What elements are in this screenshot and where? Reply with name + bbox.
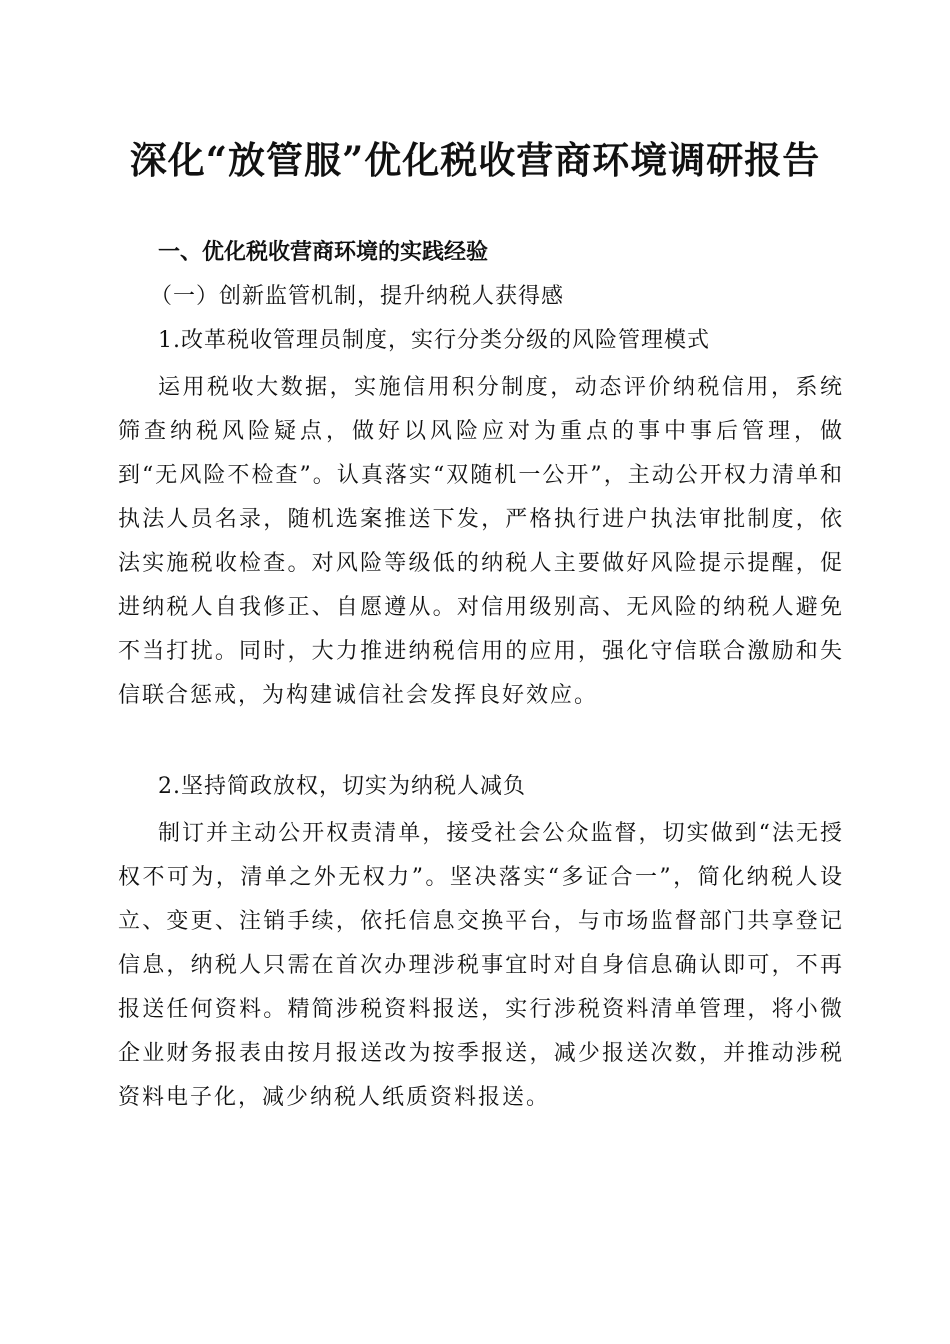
item-body-2: 制订并主动公开权责清单，接受社会公众监督，切实做到“法无授权不可为，清单之外无权力”。坚决落实“多证合一”，简化纳税人设立、变更、注销手续，依托信息交换平台，与市场监督部门共享登记信息，纳税人只需在首次办理涉税事宜时对自身信息确认即可，不再报送任何资料。精简涉税资料报送，实行涉税资料清单管理，将小微企业财务报表由按月报送改为按季报送，减少报送次数，并推动涉税资料电子化，减少纳税人纸质资料报送。: [118, 821, 844, 1110]
subsection-heading: （一）创新监管机制，提升纳税人获得感: [150, 284, 565, 309]
item-heading-2: 2.坚持简政放权，切实为纳税人减负: [158, 774, 526, 799]
item-body-1: 运用税收大数据，实施信用积分制度，动态评价纳税信用，系统筛查纳税风险疑点，做好以风险应对为重点的事中事后管理，做到“无风险不检查”。认真落实“双随机一公开”，主动公开权力清单和执法人员名录，随机选案推送下发，严格执行进户执法审批制度，依法实施税收检查。对风险等级低的纳税人主要做好风险提示提醒，促进纳税人自我修正、自愿遵从。对信用级别高、无风险的纳税人避免不当打扰。同时，大力推进纳税信用的应用，强化守信联合激励和失信联合惩戒，为构建诚信社会发挥良好效应。: [118, 375, 844, 708]
section-heading: 一、优化税收营商环境的实践经验: [158, 240, 489, 265]
item-heading-1: 1.改革税收管理员制度，实行分类分级的风险管理模式: [158, 328, 710, 353]
document-title: 深化“放管服”优化税收营商环境调研报告: [129, 138, 821, 182]
